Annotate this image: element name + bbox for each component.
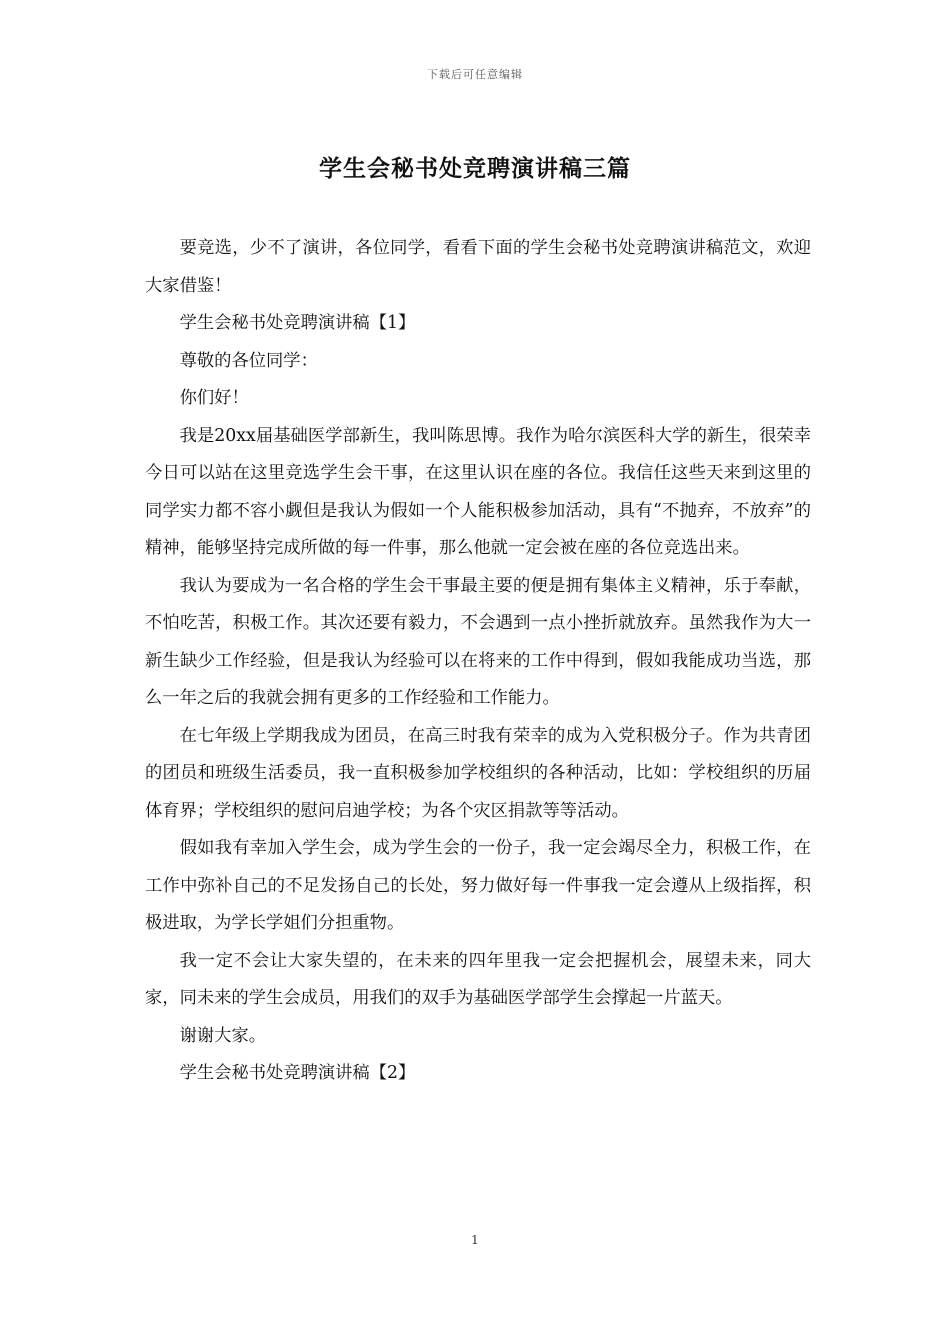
greeting: 你们好！	[179, 388, 249, 408]
intro-paragraph: 要竞选，少不了演讲，各位同学，看看下面的学生会秘书处竞聘演讲稿范文，欢迎大家借鉴！	[145, 238, 811, 296]
section-heading-1: 学生会秘书处竞聘演讲稿【1】	[179, 313, 416, 333]
body-paragraph: 我是20xx届基础医学部新生，我叫陈思博。我作为哈尔滨医科大学的新生，很荣幸今日可以站在这里竞选学生会干事，在这里认识在座的各位。我信任这些天来到这里的同学实力都不容小觑但是我认为假如一个人能积极参加活动，具有“不抛弃，不放弃”的精神，能够坚持完成所做的每一件事，那么他就一定会被在座的各位竞选出来。	[145, 425, 811, 558]
body-paragraph: 我认为要成为一名合格的学生会干事最主要的便是拥有集体主义精神，乐于奉献，不怕吃苦，积极工作。其次还要有毅力，不会遇到一点小挫折就放弃。虽然我作为大一新生缺少工作经验，但是我认为经验可以在将来的工作中得到，假如我能成功当选，那么一年之后的我就会拥有更多的工作经验和工作能力。	[145, 575, 811, 708]
body-paragraph: 假如我有幸加入学生会，成为学生会的一份子，我一定会竭尽全力，积极工作，在工作中弥补自己的不足发扬自己的长处，努力做好每一件事我一定会遵从上级指挥，积极进取，为学长学姐们分担重物。	[145, 838, 811, 933]
page-number: 1	[471, 1233, 479, 1247]
section-heading-2: 学生会秘书处竞聘演讲稿【2】	[179, 1063, 416, 1083]
salutation: 尊敬的各位同学：	[179, 350, 318, 371]
document-body	[145, 230, 811, 1093]
page-header-note: 下载后可任意编辑	[427, 68, 523, 81]
body-paragraph: 在七年级上学期我成为团员，在高三时我有荣幸的成为入党积极分子。作为共青团的团员和班级生活委员，我一直积极参加学校组织的各种活动，比如：学校组织的历届体育界；学校组织的慰问启迪学校；为各个灾区捐款等等活动。	[145, 725, 811, 821]
document-title: 学生会秘书处竞聘演讲稿三篇	[319, 155, 631, 182]
closing-thanks: 谢谢大家。	[179, 1025, 267, 1046]
body-paragraph: 我一定不会让大家失望的，在未来的四年里我一定会把握机会，展望未来，同大家，同未来的学生会成员，用我们的双手为基础医学部学生会撑起一片蓝天。	[145, 950, 811, 1008]
